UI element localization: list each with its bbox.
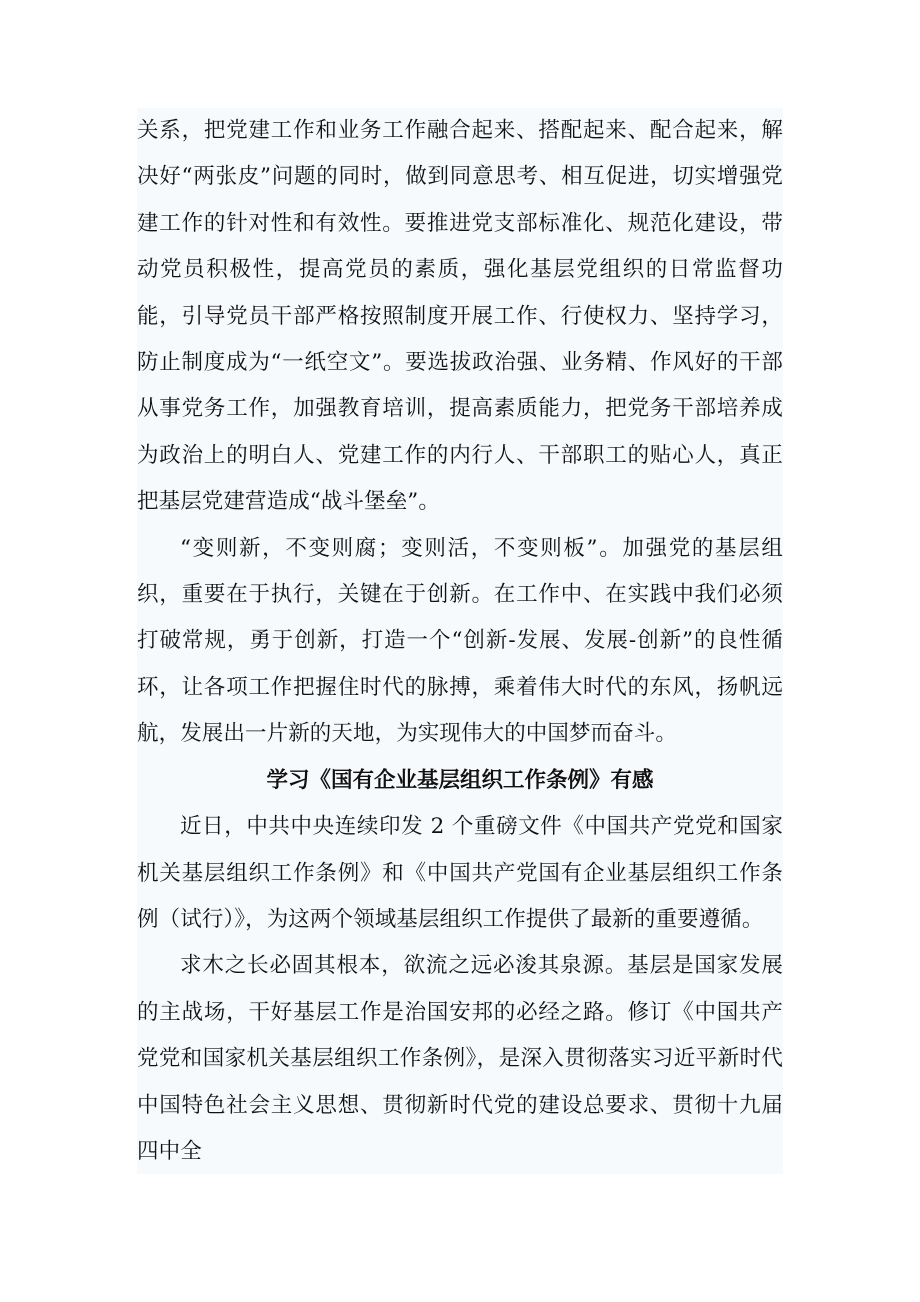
- document-body: [137, 108, 783, 1174]
- paragraph-continued: 关系，把党建工作和业务工作融合起来、搭配起来、配合起来，解决好“两张皮”问题的同时，做到同意思考、相互促进，切实增强党建工作的针对性和有效性。要推进党支部标准化、规范化建设，带动党员积极性，提高党员的素质，强化基层党组织的日常监督功能，引导党员干部严格按照制度开展工作、行使权力、坚持学习，防止制度成为“一纸空文”。要选拔政治强、业务精、作风好的干部从事党务工作，加强教育培训，提高素质能力，把党务干部培养成为政治上的明白人、党建工作的内行人、干部职工的贴心人，真正把基层党建营造成“战斗堡垒”。: [137, 118, 783, 515]
- paragraph-recent-documents: 近日，中共中央连续印发 2 个重磅文件《中国共产党党和国家机关基层组织工作条例》和《中国共产党国有企业基层组织工作条例（试行）》，为这两个领域基层组织工作提供了最新的重要遵循。: [137, 814, 783, 932]
- paragraph-grassroots: 求木之长必固其根本，欲流之远必浚其泉源。基层是国家发展的主战场，干好基层工作是治国安邦的必经之路。修订《中国共产党党和国家机关基层组织工作条例》，是深入贯彻落实习近平新时代中国特色社会主义思想、贯彻新时代党的建设总要求、贯彻十九届四中全: [137, 953, 783, 1164]
- section-title: 学习《国有企业基层组织工作条例》有感: [266, 767, 654, 793]
- paragraph-innovation: “变则新，不变则腐；变则活，不变则板”。加强党的基层组织，重要在于执行，关键在于创新。在工作中、在实践中我们必须打破常规，勇于创新，打造一个“创新-发展、发展-创新”的良性循环，让各项工作把握住时代的脉搏，乘着伟大时代的东风，扬帆远航，发展出一片新的天地，为实现伟大的中国梦而奋斗。: [137, 535, 783, 747]
